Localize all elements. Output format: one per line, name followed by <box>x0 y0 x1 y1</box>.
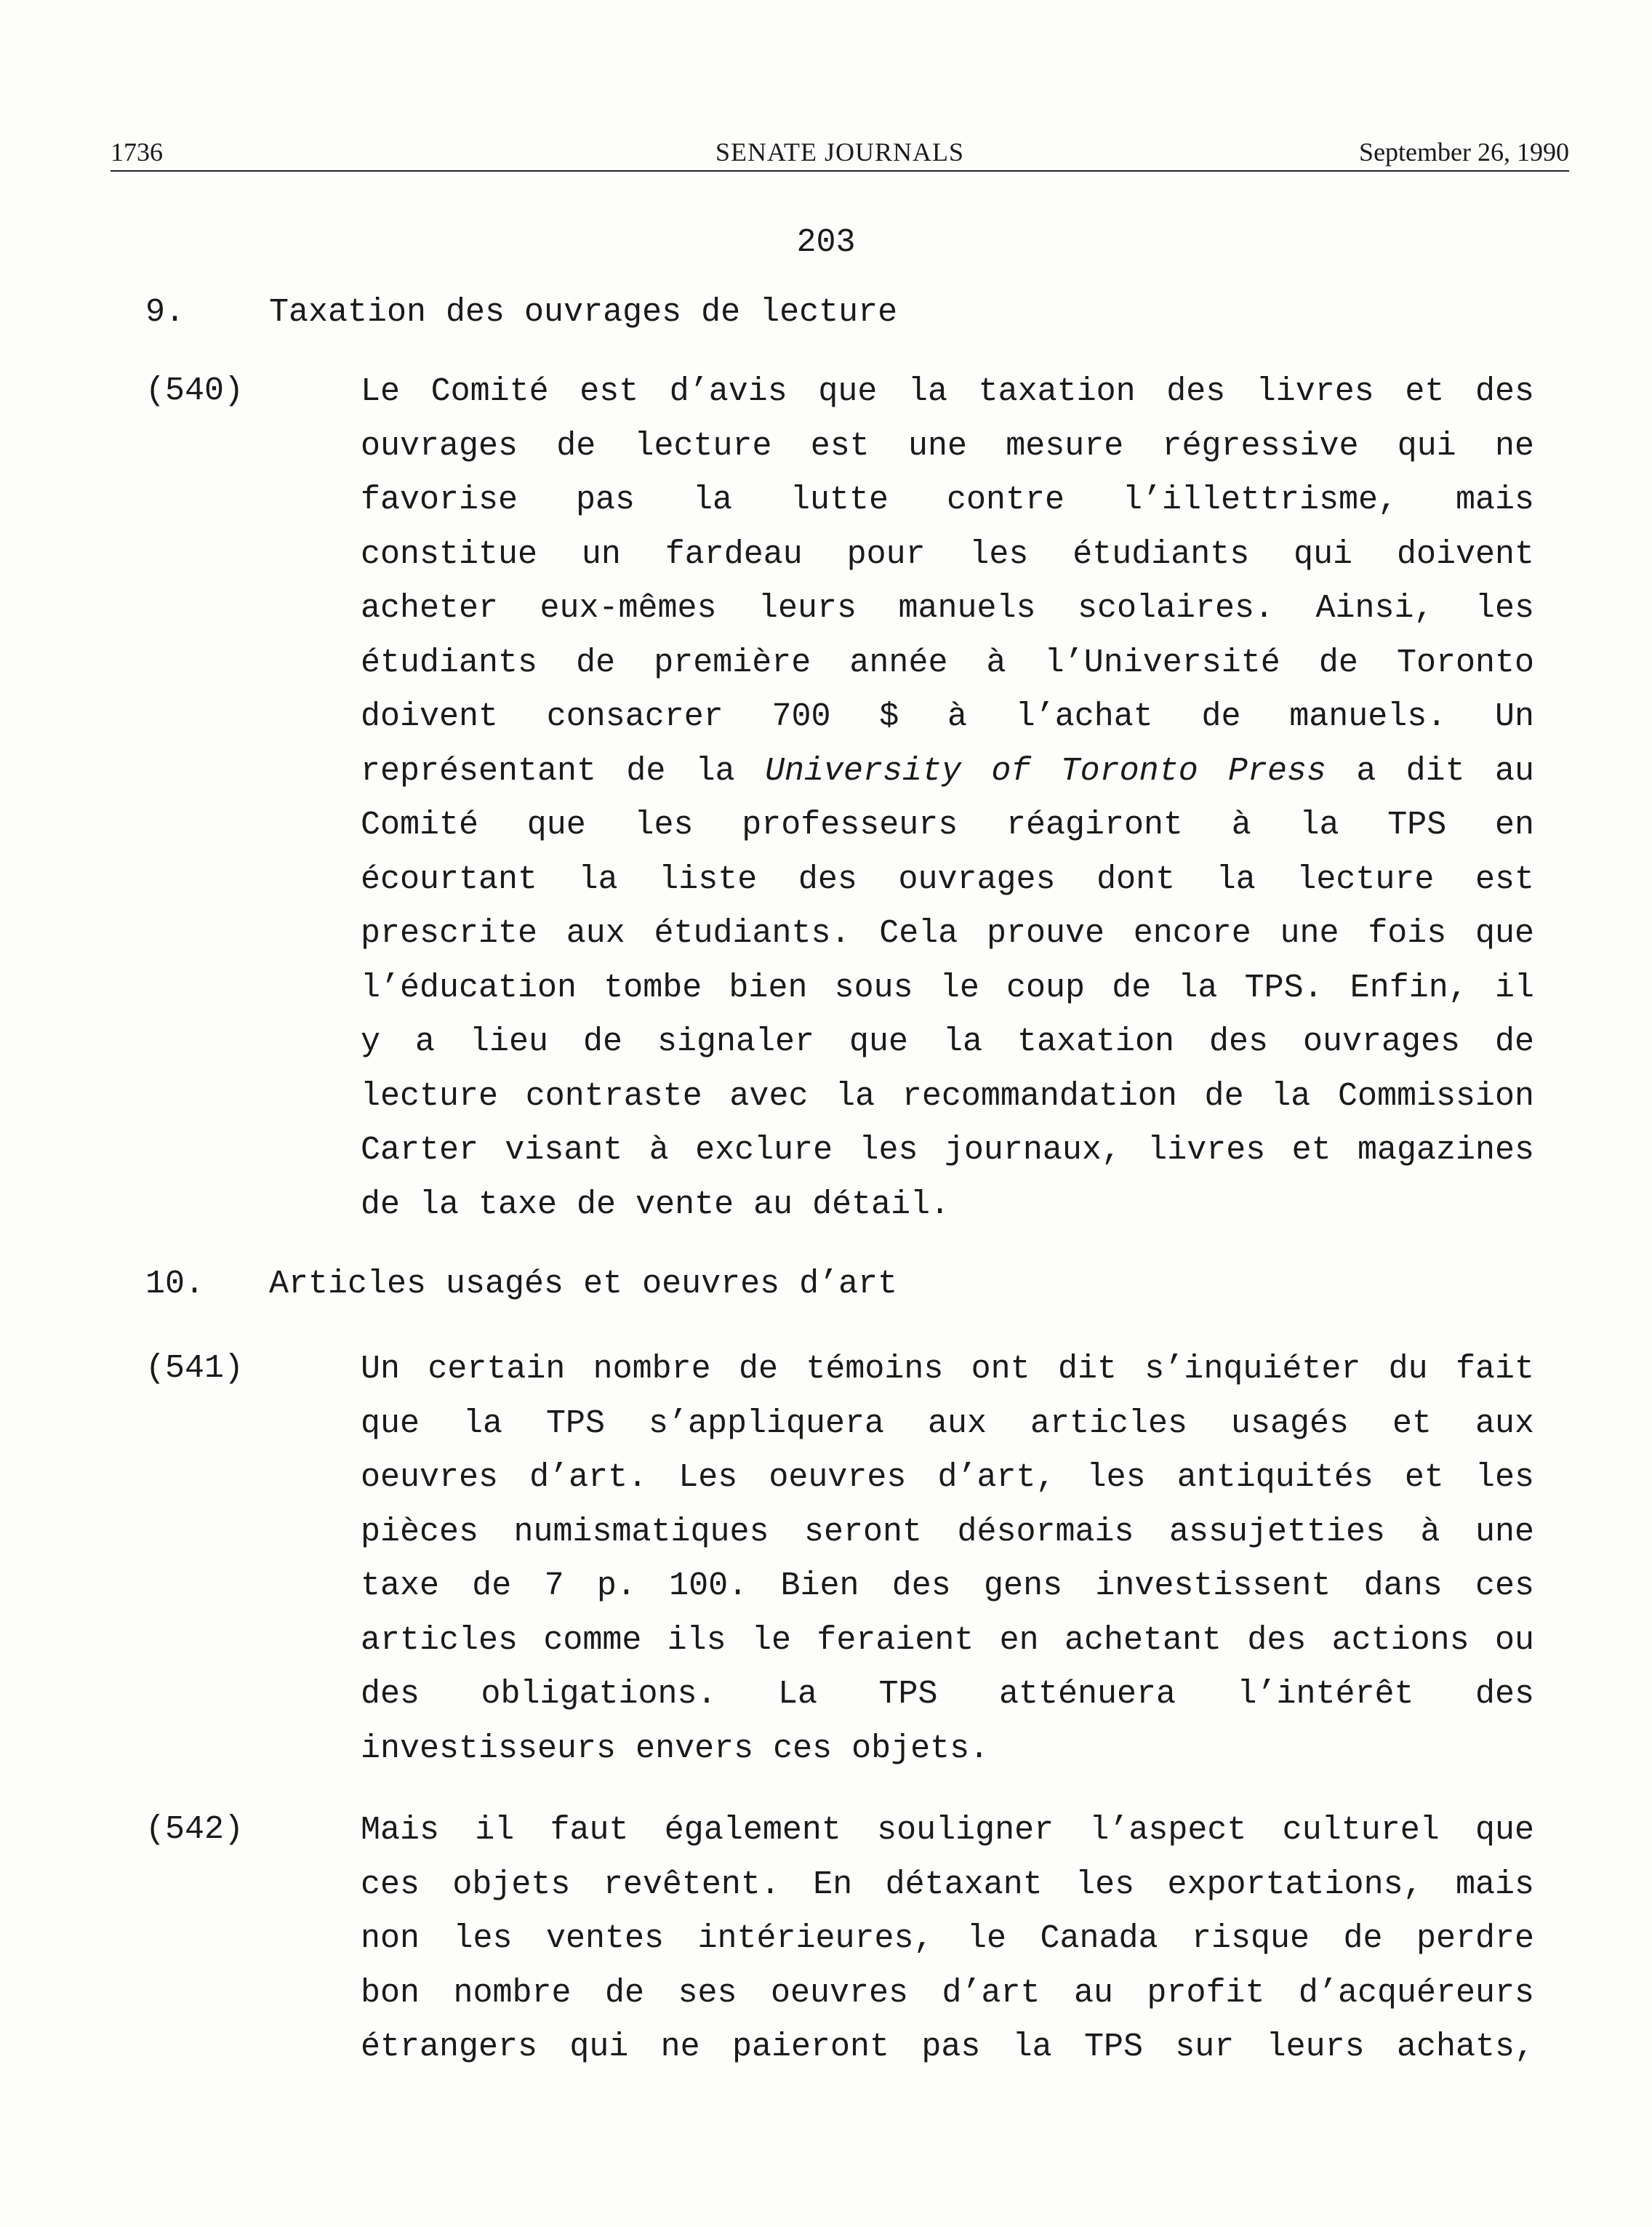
paragraph-line: oeuvres d’art. Les oeuvres d’art, les antiquités et les <box>361 1459 1534 1496</box>
paragraph-line: ces objets revêtent. En détaxant les exportations, mais <box>361 1866 1534 1903</box>
journal-title: SENATE JOURNALS <box>715 137 965 167</box>
paragraph-line: taxe de 7 p. 100. Bien des gens investissent dans ces <box>361 1567 1534 1604</box>
section-number: 9. <box>145 294 185 331</box>
paragraph-line: représentant de la University of Toronto Press a dit au <box>361 752 1534 790</box>
paragraph-line: lecture contraste avec la recommandation de la Commission <box>361 1077 1534 1115</box>
paragraph-number: (541) <box>145 1350 244 1387</box>
paragraph-line: étrangers qui ne paieront pas la TPS sur leurs achats, <box>361 2028 1534 2066</box>
paragraph-line: y a lieu de signaler que la taxation des ouvrages de <box>361 1023 1534 1060</box>
paragraph-line: doivent consacrer 700 $ à l’achat de manuels. Un <box>361 698 1534 735</box>
paragraph-line: ouvrages de lecture est une mesure régressive qui ne <box>361 427 1534 465</box>
paragraph-line: écourtant la liste des ouvrages dont la lecture est <box>361 860 1534 898</box>
section-number: 10. <box>145 1266 205 1303</box>
paragraph-line: Comité que les professeurs réagiront à la TPS en <box>361 807 1534 844</box>
paragraph-line: Le Comité est d’avis que la taxation des livres et des <box>361 373 1534 410</box>
paragraph <box>361 1804 1534 2075</box>
paragraph <box>361 365 1534 1232</box>
paragraph-line: étudiants de première année à l’Université de Toronto <box>361 644 1534 681</box>
journal-date: September 26, 1990 <box>1359 137 1569 167</box>
paragraph-number: (542) <box>145 1811 244 1848</box>
paragraph-line: Mais il faut également souligner l’aspect culturel que <box>361 1812 1534 1849</box>
paragraph-line: prescrite aux étudiants. Cela prouve encore une fois que <box>361 915 1534 952</box>
paragraph-line: articles comme ils le feraient en achetant des actions ou <box>361 1621 1534 1659</box>
paragraph-line: l’éducation tombe bien sous le coup de la TPS. Enfin, il <box>361 969 1534 1007</box>
paragraph-line: non les ventes intérieures, le Canada risque de perdre <box>361 1920 1534 1957</box>
section-title: Taxation des ouvrages de lecture <box>269 294 898 331</box>
journal-page-number: 1736 <box>111 137 163 167</box>
paragraph-line: Un certain nombre de témoins ont dit s’inquiéter du fait <box>361 1351 1534 1388</box>
paragraph-line: que la TPS s’appliquera aux articles usagés et aux <box>361 1404 1534 1442</box>
paragraph-line: de la taxe de vente au détail. <box>361 1186 950 1223</box>
paragraph-line: des obligations. La TPS atténuera l’intérêt des <box>361 1676 1534 1713</box>
section-title: Articles usagés et oeuvres d’art <box>269 1266 898 1303</box>
paragraph-line: pièces numismatiques seront désormais assujetties à une <box>361 1513 1534 1551</box>
paragraph-number: (540) <box>145 372 244 409</box>
paragraph-line: investisseurs envers ces objets. <box>361 1730 990 1767</box>
paragraph-line: bon nombre de ses oeuvres d’art au profit d’acquéreurs <box>361 1974 1534 2012</box>
document-page-number: 203 <box>796 224 856 261</box>
paragraph-line: favorise pas la lutte contre l’illettrisme, mais <box>361 481 1534 519</box>
running-head <box>111 134 1569 172</box>
paragraph-line: constitue un fardeau pour les étudiants qui doivent <box>361 535 1534 573</box>
paragraph <box>361 1343 1534 1776</box>
paragraph-line: acheter eux-mêmes leurs manuels scolaires. Ainsi, les <box>361 590 1534 627</box>
paragraph-line: Carter visant à exclure les journaux, livres et magazines <box>361 1132 1534 1169</box>
